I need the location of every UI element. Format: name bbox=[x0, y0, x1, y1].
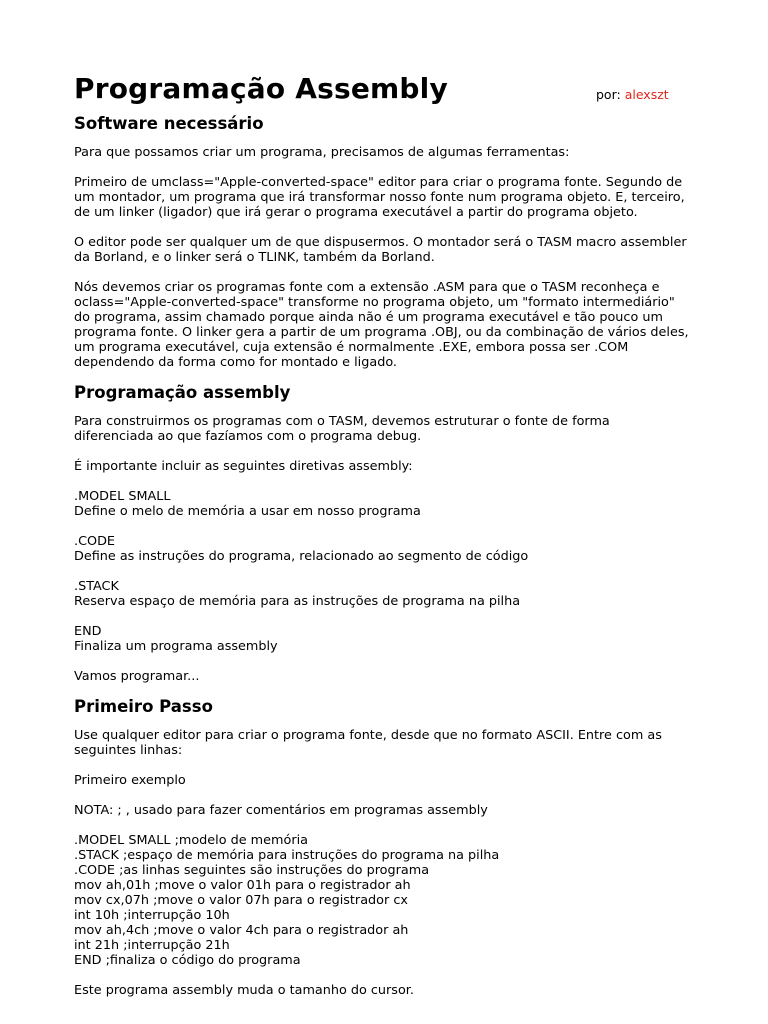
author-name: alexszt bbox=[624, 87, 669, 102]
section-heading-software: Software necessário bbox=[74, 114, 264, 133]
page-title: Programação Assembly bbox=[74, 72, 448, 105]
section-heading-programacao: Programação assembly bbox=[74, 383, 291, 402]
paragraph: O editor pode ser qualquer um de que dispusermos. O montador será o TASM macro assembler da Borland, e o linker será o TLINK, também da Borland. bbox=[74, 235, 687, 265]
title-row bbox=[74, 72, 714, 112]
paragraph: Primeiro exemplo bbox=[74, 773, 186, 788]
paragraph: Para que possamos criar um programa, precisamos de algumas ferramentas: bbox=[74, 145, 570, 160]
paragraph: Vamos programar... bbox=[74, 669, 200, 684]
directive-model-small: .MODEL SMALL Define o melo de memória a usar em nosso programa bbox=[74, 489, 421, 519]
paragraph: Primeiro de umclass="Apple-converted-space" editor para criar o programa fonte. Segundo de um montador, um programa que irá transformar nosso fonte num programa objeto. E, terceiro, de um linker (ligador) que irá gerar o programa executável a partir do programa objeto. bbox=[74, 175, 685, 220]
directive-stack: .STACK Reserva espaço de memória para as instruções de programa na pilha bbox=[74, 579, 521, 609]
byline-label: por: bbox=[596, 87, 621, 102]
paragraph: Para construirmos os programas com o TASM, devemos estruturar o fonte de forma diferenciada ao que fazíamos com o programa debug. bbox=[74, 414, 610, 444]
paragraph: Nós devemos criar os programas fonte com a extensão .ASM para que o TASM reconheça e oclass="Apple-converted-space" transforme no programa objeto, um "formato intermediário" do programa, assim chamado porque ainda não é um programa executável e tão pouco um programa fonte. O linker gera a partir de um programa .OBJ, ou da combinação de vários deles, um programa executável, cuja extensão é normalmente .EXE, embora possa ser .COM dependendo da forma como for montado e ligado. bbox=[74, 280, 689, 370]
directive-code: .CODE Define as instruções do programa, relacionado ao segmento de código bbox=[74, 534, 529, 564]
note-paragraph: NOTA: ; , usado para fazer comentários em programas assembly bbox=[74, 803, 488, 818]
section-heading-primeiro-passo: Primeiro Passo bbox=[74, 697, 213, 716]
byline bbox=[596, 87, 669, 103]
paragraph: É importante incluir as seguintes diretivas assembly: bbox=[74, 459, 413, 474]
paragraph: Use qualquer editor para criar o programa fonte, desde que no formato ASCII. Entre com as seguintes linhas: bbox=[74, 728, 662, 758]
code-listing: .MODEL SMALL ;modelo de memória .STACK ;espaço de memória para instruções do programa na pilha .CODE ;as linhas seguintes são instruções do programa mov ah,01h ;move o valor 01h para o registrador ah mov cx,07h ;move o valor 07h para o registrador cx int 10h ;interrupção 10h mov ah,4ch ;move o valor 4ch para o registrador ah int 21h ;interrupção 21h END ;finaliza o código do programa bbox=[74, 833, 500, 968]
directive-end: END Finaliza um programa assembly bbox=[74, 624, 278, 654]
paragraph: Este programa assembly muda o tamanho do cursor. bbox=[74, 983, 414, 998]
document-page bbox=[74, 72, 714, 998]
